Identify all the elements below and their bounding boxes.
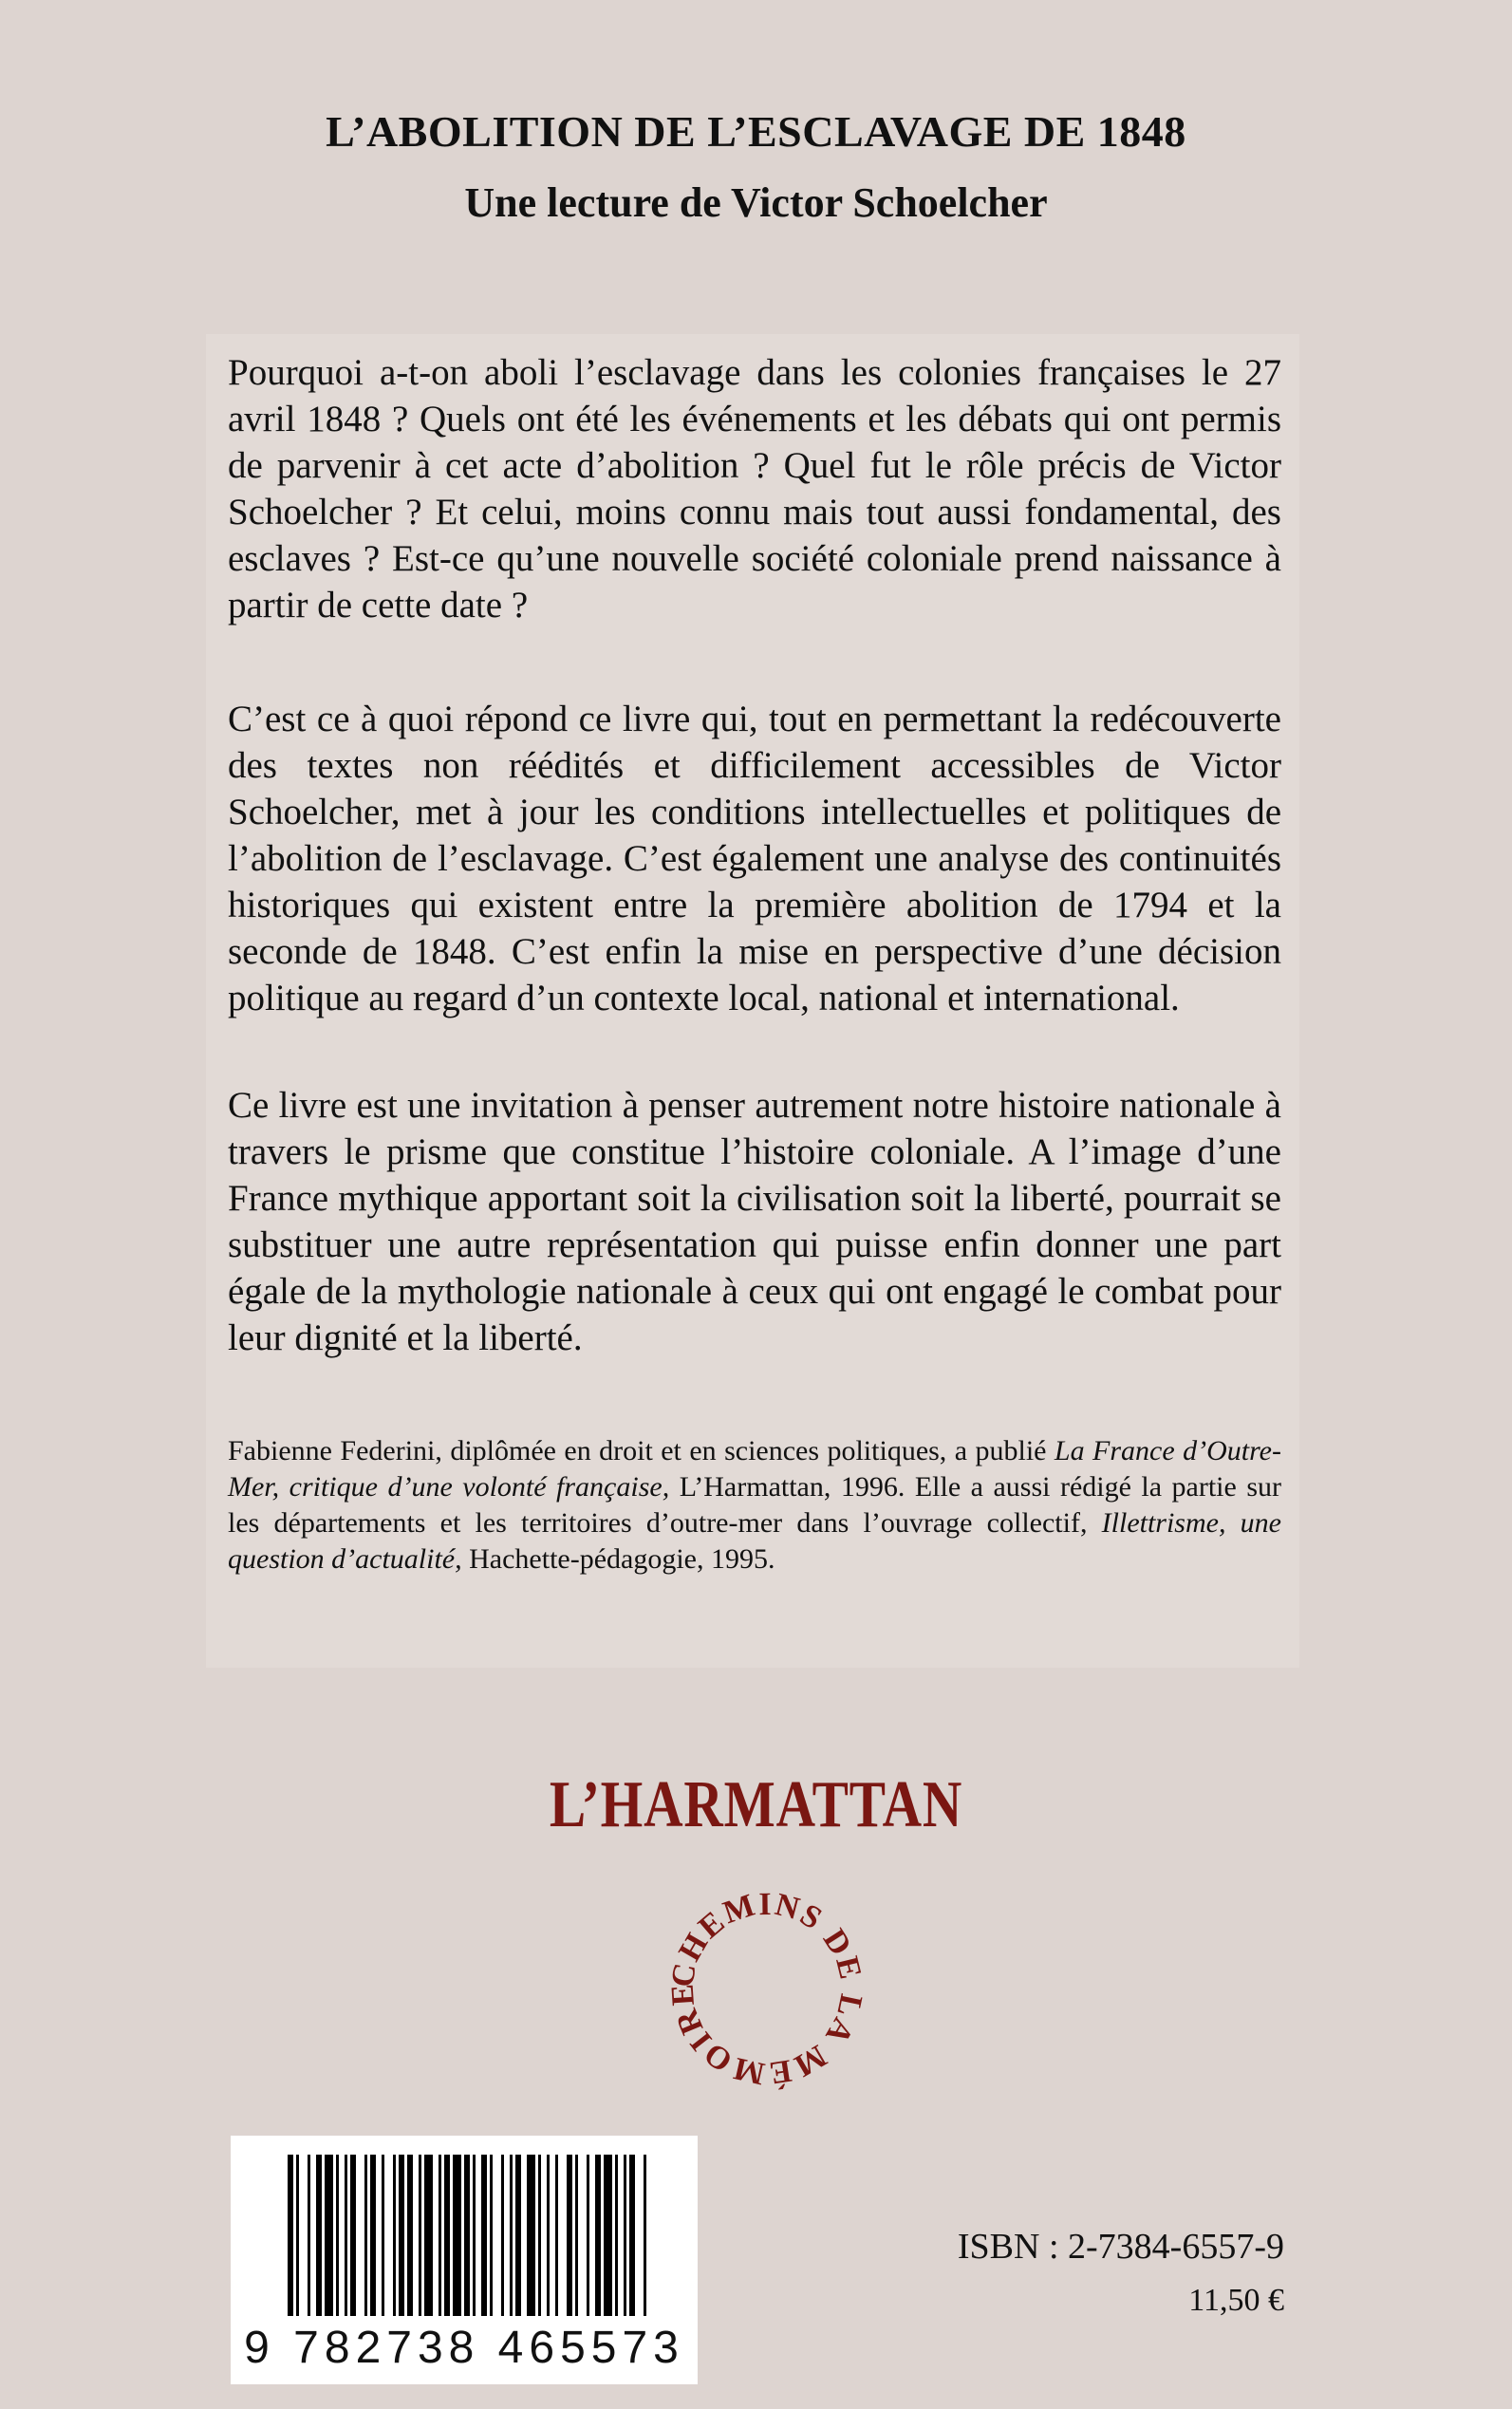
barcode-bar bbox=[393, 2155, 396, 2316]
book-subtitle: Une lecture de Victor Schoelcher bbox=[464, 179, 1048, 226]
barcode-bar bbox=[407, 2155, 413, 2316]
barcode-bar bbox=[481, 2155, 487, 2316]
barcode-bar bbox=[515, 2155, 521, 2316]
barcode-bar bbox=[382, 2155, 384, 2316]
barcode-bar bbox=[419, 2155, 421, 2316]
barcode-bar bbox=[510, 2155, 513, 2316]
barcode-bar bbox=[567, 2155, 572, 2316]
collection-seal bbox=[658, 1879, 876, 2098]
bio-book-2: Illettrisme, une question d’actualité, bbox=[228, 1507, 1281, 1575]
publisher-logo: L’HARMATTAN bbox=[549, 1768, 963, 1841]
barcode-bar bbox=[453, 2155, 461, 2316]
barcode-bar bbox=[644, 2155, 646, 2316]
barcode-bar bbox=[629, 2155, 635, 2316]
isbn: ISBN : 2-7384-6557-9 bbox=[957, 2227, 1284, 2267]
barcode-bar bbox=[399, 2155, 404, 2316]
bio-text-3: Hachette-pédagogie, 1995. bbox=[461, 1543, 775, 1575]
barcode-bar bbox=[501, 2155, 504, 2316]
bio-book-1: La France d’Outre-Mer, critique d’une volonté française, bbox=[228, 1435, 1281, 1503]
barcode-bar bbox=[336, 2155, 339, 2316]
bio-text-1: Fabienne Federini, diplômée en droit et en sciences politiques, a publié bbox=[228, 1435, 1055, 1466]
barcode bbox=[231, 2136, 698, 2384]
barcode-bar bbox=[345, 2155, 347, 2316]
author-bio bbox=[228, 1433, 1281, 1578]
barcode-bar bbox=[547, 2155, 550, 2316]
barcode-bar bbox=[439, 2155, 441, 2316]
barcode-bar bbox=[490, 2155, 493, 2316]
barcode-bars bbox=[231, 2136, 698, 2325]
barcode-digits: 9 782738 465573 bbox=[244, 2323, 684, 2373]
blurb-paragraph-1: Pourquoi a-t-on aboli l’esclavage dans les colonies françaises le 27 avril 1848 ? Quels ont été les événements et les débats qui ont permis de parvenir à cet acte d’abolition ? Quel fut le rôle précis de Victor Schoelcher ? Et celui, moins connu mais tout aussi fondamental, des esclaves ? Est-ce qu’une nouvelle société coloniale prend naissance à partir de cette date ? bbox=[228, 352, 1281, 626]
price: 11,50 € bbox=[1188, 2283, 1284, 2318]
barcode-bar bbox=[316, 2155, 322, 2316]
barcode-bar bbox=[587, 2155, 589, 2316]
collection-seal-text: CHEMINS DE LA MÉMOIRE bbox=[664, 1886, 869, 2092]
barcode-bar bbox=[350, 2155, 356, 2316]
barcode-bar bbox=[615, 2155, 618, 2316]
barcode-bar bbox=[370, 2155, 376, 2316]
barcode-bar bbox=[575, 2155, 578, 2316]
barcode-bar bbox=[538, 2155, 541, 2316]
barcode-bar bbox=[444, 2155, 450, 2316]
blurb-paragraph-3: Ce livre est une invitation à penser autrement notre histoire nationale à travers le prisme que constitue l’histoire coloniale. A l’image d’une France mythique apportant soit la civilisation soit la liberté, pourrait se substituer une autre représentation qui puisse enfin donner une part égale de la mythologie nationale à ceux qui ont engagé le combat pour leur dignité et la liberté. bbox=[228, 1085, 1281, 1358]
blurb-paragraph-2: C’est ce à quoi répond ce livre qui, tout en permettant la redécouverte des textes non réédités et difficilement accessibles de Victor Schoelcher, met à jour les conditions intellectuelles et politiques de l’abolition de l’esclavage. C’est également une analyse des continuités historiques qui existent entre la première abolition de 1794 et la seconde de 1848. C’est enfin la mise en perspective d’une décision politique au regard d’un contexte local, national et international. bbox=[228, 699, 1281, 1018]
barcode-bar bbox=[364, 2155, 367, 2316]
barcode-bar bbox=[424, 2155, 433, 2316]
barcode-bar bbox=[288, 2155, 293, 2316]
barcode-bar bbox=[296, 2155, 299, 2316]
barcode-bar bbox=[464, 2155, 470, 2316]
barcode-bar bbox=[595, 2155, 601, 2316]
barcode-bar bbox=[624, 2155, 626, 2316]
barcode-bar bbox=[527, 2155, 535, 2316]
bio-text-2: L’Harmattan, 1996. Elle a aussi rédigé la partie sur les départements et les territoires d’outre-mer dans l’ouvrage collectif, bbox=[228, 1471, 1281, 1539]
barcode-bar bbox=[325, 2155, 333, 2316]
barcode-bar bbox=[308, 2155, 310, 2316]
barcode-bar bbox=[555, 2155, 558, 2316]
barcode-bar bbox=[473, 2155, 476, 2316]
book-title: L’ABOLITION DE L’ESCLAVAGE DE 1848 bbox=[326, 107, 1186, 156]
barcode-bar bbox=[604, 2155, 612, 2316]
